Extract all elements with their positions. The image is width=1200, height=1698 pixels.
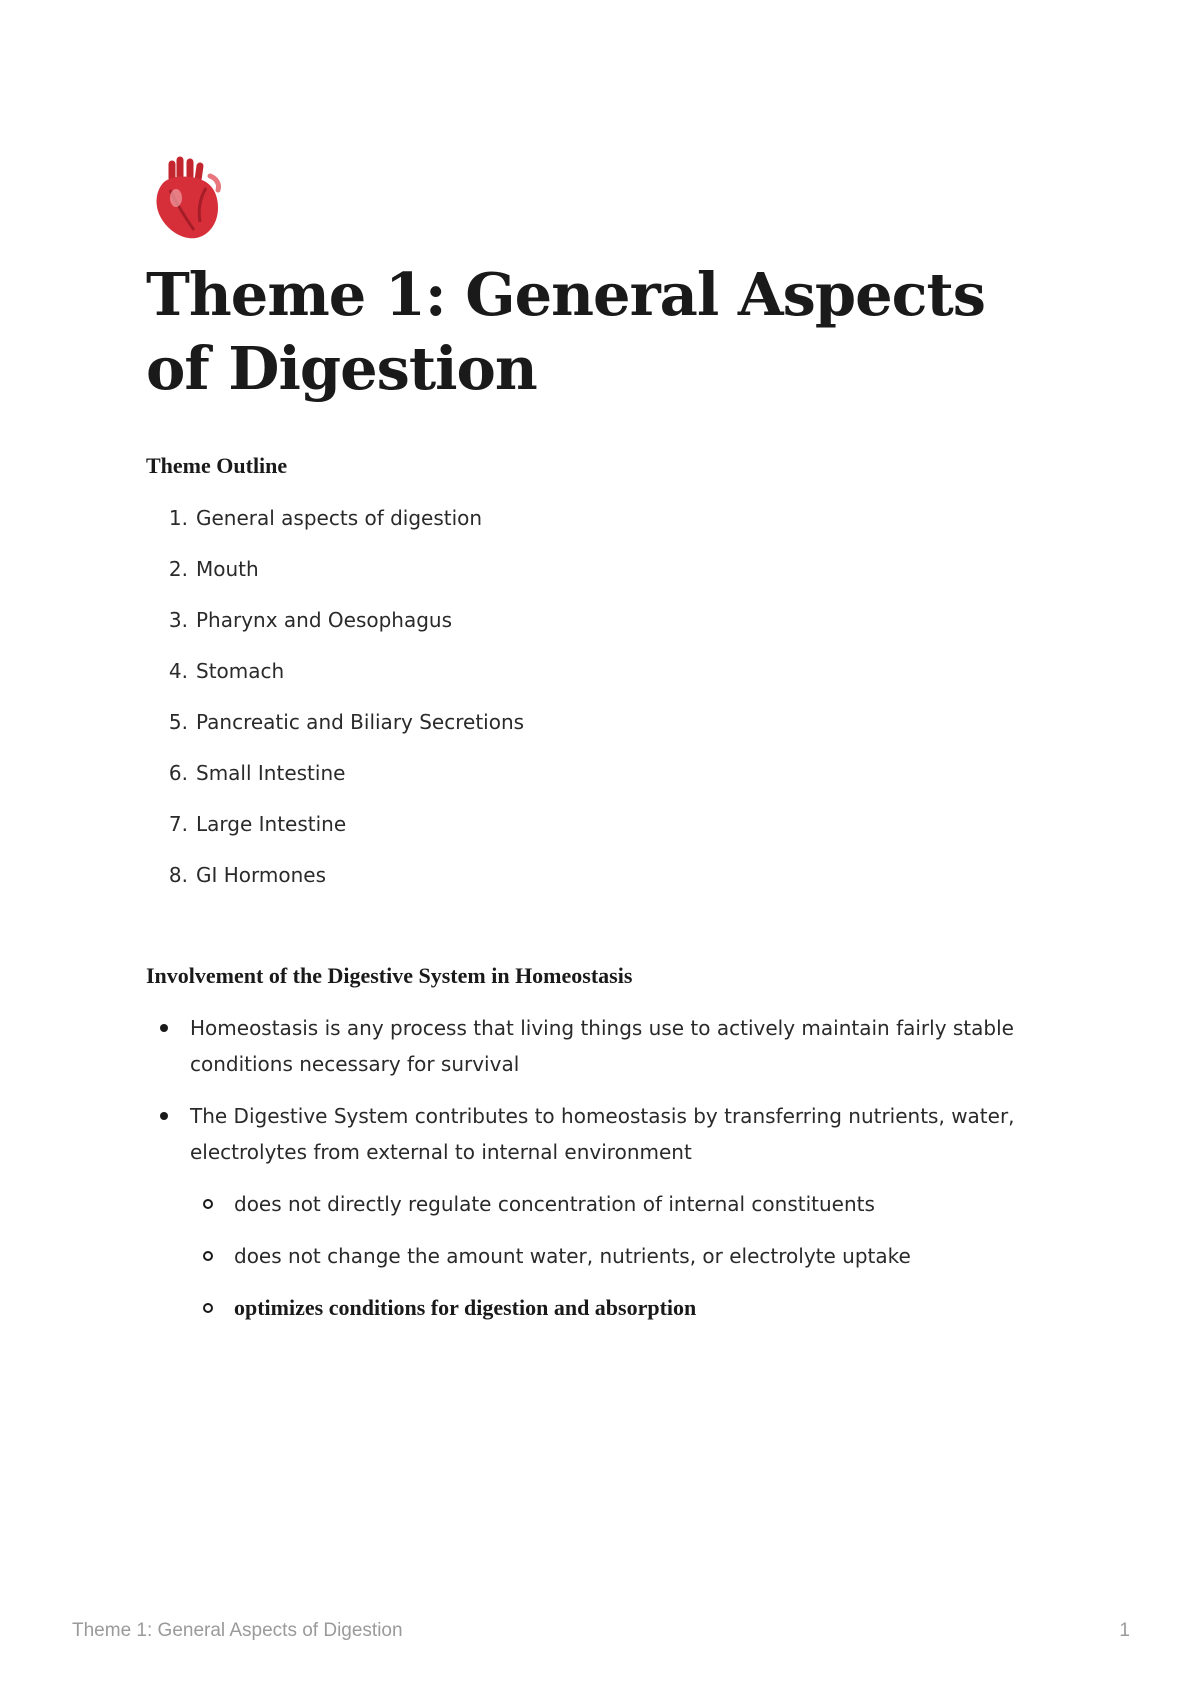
homeostasis-bullet-list [146,1010,1026,1342]
sub-list-item [190,1186,1026,1222]
sub-list-item-text: does not directly regulate concentration of internal constituents [234,1192,875,1216]
footer-title: Theme 1: General Aspects of Digestion [72,1620,403,1641]
list-item [146,602,524,653]
list-item-text: Pharynx and Oesophagus [196,608,453,632]
outline-heading: Theme Outline [146,453,288,478]
hollow-bullet-icon [203,1251,213,1261]
list-item-text: Pancreatic and Biliary Secretions [196,710,525,734]
list-item [146,755,524,806]
list-number: 2. [168,557,188,581]
hollow-bullet-icon [203,1199,213,1209]
list-item [146,653,524,704]
list-item [146,704,524,755]
footer-page-number: 1 [1119,1620,1130,1641]
anatomical-heart-icon [150,156,224,240]
bullet-icon [160,1112,168,1120]
list-number: 7. [168,812,188,836]
list-item [146,500,524,551]
list-item-text: The Digestive System contributes to homeostasis by transferring nutrients, water, electrolytes from external to internal environment [190,1104,1015,1164]
list-number: 1. [168,506,188,530]
list-item-text: Mouth [196,557,259,581]
list-item-text: Small Intestine [196,761,346,785]
hollow-bullet-icon [203,1303,213,1313]
list-number: 5. [168,710,188,734]
theme-outline-list [146,500,524,908]
homeostasis-heading: Involvement of the Digestive System in Homeostasis [146,963,633,988]
list-item-text: Large Intestine [196,812,347,836]
list-number: 4. [168,659,188,683]
list-item-text: GI Hormones [196,863,327,887]
list-number: 6. [168,761,188,785]
sub-list-item [190,1290,1026,1326]
sub-list-item-text: does not change the amount water, nutrients, or electrolyte uptake [234,1244,911,1268]
list-number: 8. [168,863,188,887]
list-number: 3. [168,608,188,632]
sub-list-item [190,1238,1026,1274]
page-title: Theme 1: General Aspects of Digestion [146,260,986,403]
list-item-text: Stomach [196,659,285,683]
list-item-text: General aspects of digestion [196,506,483,530]
sub-list-item-text: optimizes conditions for digestion and absorption [234,1295,697,1320]
list-item [146,551,524,602]
list-item-text: Homeostasis is any process that living things use to actively maintain fairly stable conditions necessary for survival [190,1016,1014,1076]
bullet-icon [160,1024,168,1032]
sub-bullet-list [190,1186,1026,1326]
list-item [146,1010,1026,1082]
list-item [146,806,524,857]
list-item [146,1098,1026,1326]
list-item [146,857,524,908]
